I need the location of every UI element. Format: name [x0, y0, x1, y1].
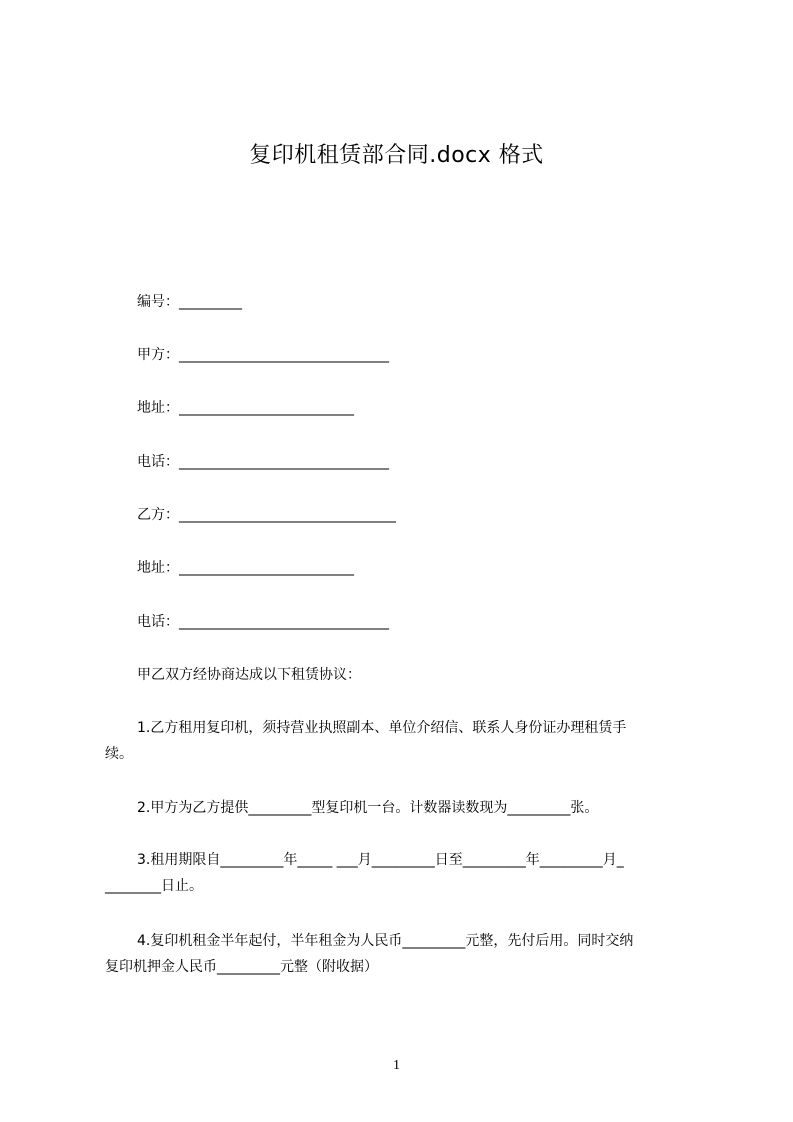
party-a-field: 甲方：______________________________: [137, 347, 389, 363]
party-a-address-field: 地址：_________________________: [137, 400, 354, 416]
clause-3-line-1: 3.租用期限自_________年_____ ___月_________日至_________年_________月_: [137, 852, 624, 868]
clause-1-line-2: 续。: [105, 746, 133, 762]
clause-3: [105, 847, 715, 899]
clause-4-line-1: 4.复印机租金半年起付，半年租金为人民币_________元整，先付后用。同时交纳: [137, 933, 634, 949]
party-b-phone-field: 电话：______________________________: [137, 614, 389, 630]
page-title: 复印机租赁部合同.docx 格式: [249, 143, 544, 168]
agreement-intro: 甲乙双方经协商达成以下租赁协议：: [137, 667, 361, 683]
clause-2-line-1: 2.甲方为乙方提供_________型复印机一台。计数器读数现为_________张。: [137, 800, 599, 816]
party-b-address-field: 地址：_________________________: [137, 560, 354, 576]
party-b-field: 乙方：_______________________________: [137, 507, 396, 523]
contract-number-field: 编号：_________: [137, 294, 242, 310]
clause-4-line-2: 复印机押金人民币_________元整（附收据）: [105, 959, 378, 975]
clause-2: [105, 795, 715, 821]
clause-4: [105, 928, 715, 980]
clause-1: [105, 715, 715, 767]
party-a-phone-field: 电话：______________________________: [137, 454, 389, 470]
clause-3-line-2: ________日止。: [105, 878, 203, 894]
clause-1-line-1: 1.乙方租用复印机，须持营业执照副本、单位介绍信、联系人身份证办理租赁手: [137, 720, 627, 736]
page-number: 1: [393, 1058, 400, 1073]
